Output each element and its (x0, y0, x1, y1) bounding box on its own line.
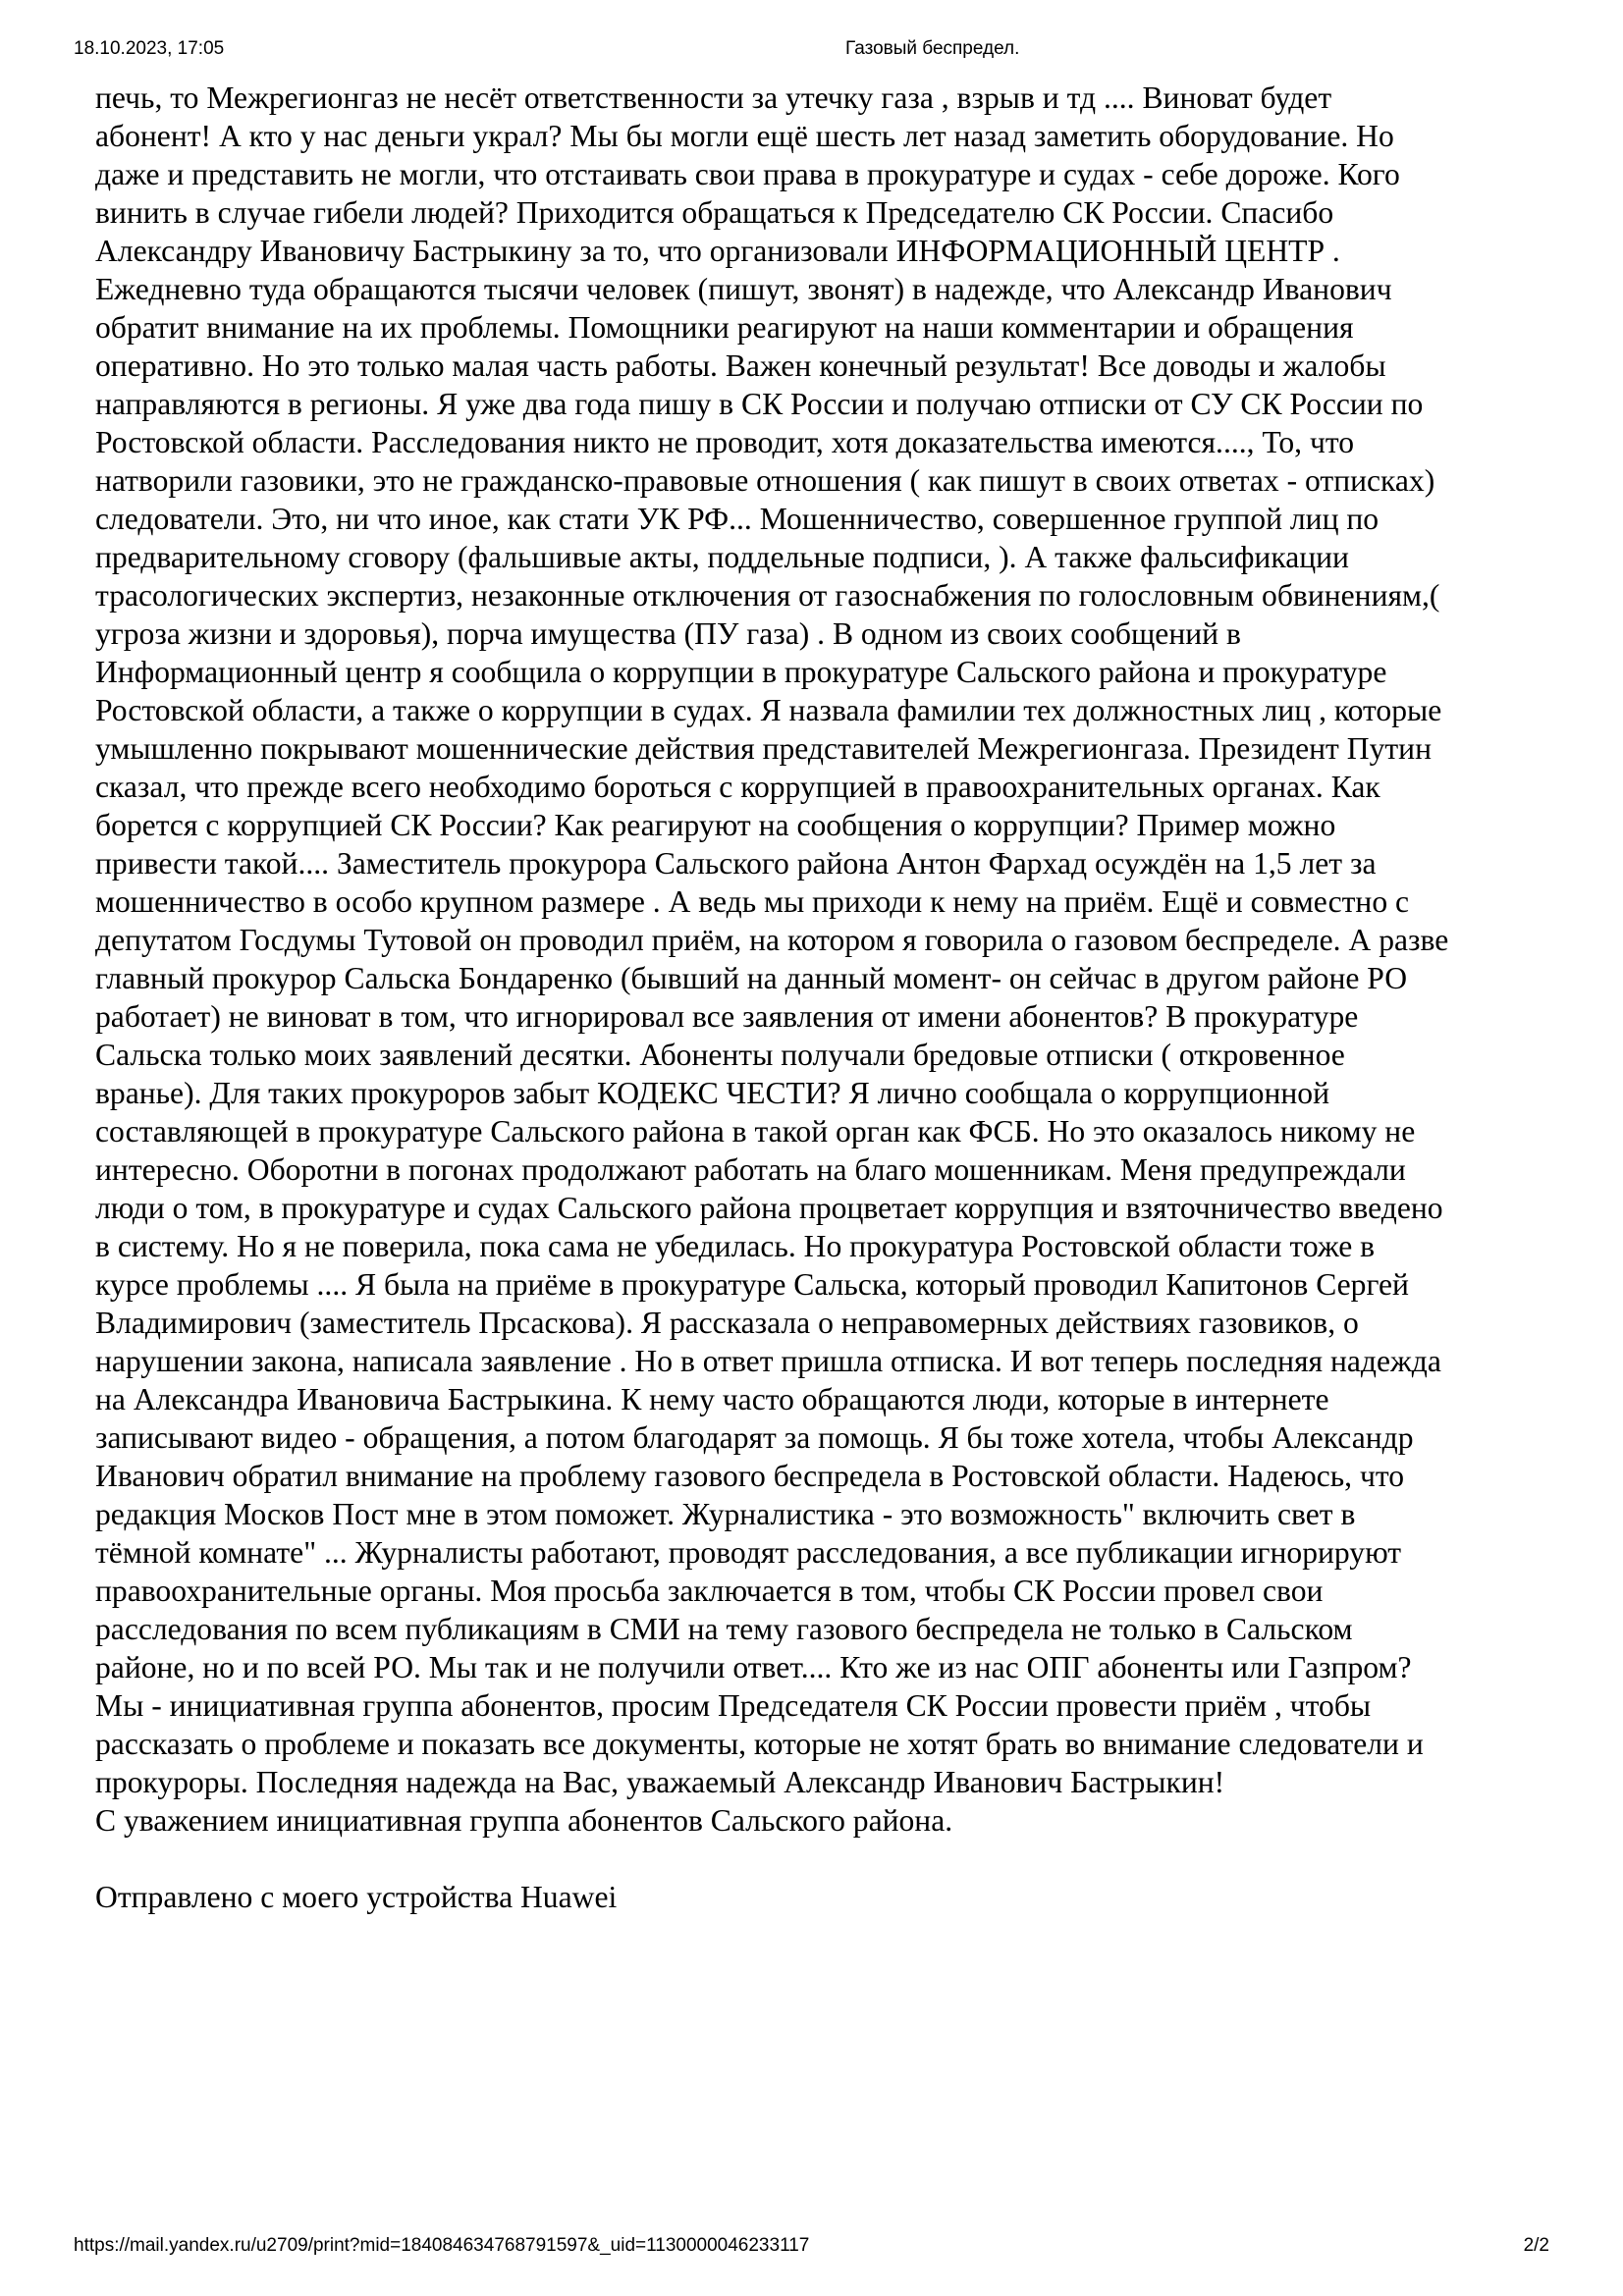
body-line: обратит внимание на их проблемы. Помощники реагируют на наши комментарии и обращения (95, 310, 1354, 345)
body-line: абонент! А кто у нас деньги украл? Мы бы могли ещё шесть лет назад заметить оборудование. Но (95, 119, 1394, 153)
body-line: интересно. Оборотни в погонах продолжают работать на благо мошенникам. Меня предупреждали (95, 1152, 1406, 1187)
body-line: Александру Ивановичу Бастрыкину за то, что организовали ИНФОРМАЦИОННЫЙ ЦЕНТР . (95, 234, 1340, 268)
print-footer (74, 2234, 1549, 2258)
body-line: составляющей в прокуратуре Сальского района в такой орган как ФСБ. Но это оказалось никому не (95, 1114, 1416, 1148)
body-line: Сальска только моих заявлений десятки. Абоненты получали бредовые отписки ( откровенное (95, 1038, 1345, 1072)
body-line: правоохранительные органы. Моя просьба заключается в том, чтобы СК России провел свои (95, 1574, 1324, 1608)
body-line: Мы - инициативная группа абонентов, просим Председателя СК России провести приём , чтобы (95, 1688, 1372, 1723)
body-line: расследования по всем публикациям в СМИ на тему газового беспредела не только в Сальском (95, 1612, 1353, 1646)
body-line: следователи. Это, ни что иное, как стати УК РФ... Мошенничество, совершенное группой лиц по (95, 502, 1380, 536)
body-line: Ежедневно туда обращаются тысячи человек (пишут, звонят) в надежде, что Александр Иванович (95, 272, 1392, 306)
body-line: рассказать о проблеме и показать все документы, которые не хотят брать во внимание следователи и (95, 1727, 1424, 1761)
print-header (74, 37, 1549, 61)
body-line: печь, то Межрегионгаз не несёт ответственности за утечку газа , взрыв и тд .... Виноват будет (95, 80, 1332, 115)
body-line: прокуроры. Последняя надежда на Вас, уважаемый Александр Иванович Бастрыкин! (95, 1765, 1225, 1799)
body-line: натворили газовики, это не гражданско-правовые отношения ( как пишут в своих ответах - отписках) (95, 463, 1435, 498)
print-url: https://mail.yandex.ru/u2709/print?mid=184084634768791597&_uid=1130000046233117 (74, 2235, 810, 2256)
body-line: угроза жизни и здоровья), порча имущества (ПУ газа) . В одном из своих сообщений в (95, 616, 1241, 651)
body-line: редакция Москов Пост мне в этом поможет. Журналистика - это возможность" включить свет в (95, 1497, 1356, 1531)
body-line: борется с коррупцией СК России? Как реагируют на сообщения о коррупции? Пример можно (95, 808, 1336, 842)
body-line: направляются в регионы. Я уже два года пишу в СК России и получаю отписки от СУ СК России по (95, 387, 1424, 421)
body-line: в систему. Но я не поверила, пока сама не убедилась. Но прокуратура Ростовской области тоже в (95, 1229, 1376, 1263)
blank-line (95, 1840, 1548, 1878)
body-line: на Александра Ивановича Бастрыкина. К нему часто обращаются люди, которые в интернете (95, 1382, 1329, 1416)
body-line: Ростовской области, а также о коррупции в судах. Я назвала фамилии тех должностных лиц , которые (95, 693, 1442, 727)
body-line: Информационный центр я сообщила о коррупции в прокуратуре Сальского района и прокуратуре (95, 655, 1387, 689)
body-line: сказал, что прежде всего необходимо бороться с коррупцией в правоохранительных органах. Как (95, 770, 1380, 804)
body-line: привести такой.... Заместитель прокурора Сальского района Антон Фархад осуждён на 1,5 лет за (95, 846, 1377, 881)
page-number: 2/2 (1523, 2235, 1549, 2256)
message-body (95, 79, 1548, 1916)
device-signature: Отправлено с моего устройства Huawei (95, 1880, 618, 1914)
body-line: курсе проблемы .... Я была на приёме в прокуратуре Сальска, который проводил Капитонов Сергей (95, 1267, 1409, 1302)
body-line: мошенничество в особо крупном размере . А ведь мы приходи к нему на приём. Ещё и совместно с (95, 884, 1410, 919)
body-line: главный прокурор Сальска Бондаренко (бывший на данный момент- он сейчас в другом районе РО (95, 961, 1408, 995)
body-line: оперативно. Но это только малая часть работы. Важен конечный результат! Все доводы и жалобы (95, 348, 1386, 383)
body-line: записывают видео - обращения, а потом благодарят за помощь. Я бы тоже хотела, чтобы Александр (95, 1420, 1414, 1455)
body-line: нарушении закона, написала заявление . Но в ответ пришла отписка. И вот теперь последняя надежда (95, 1344, 1441, 1378)
body-line: умышленно покрывают мошеннические действия представителей Межрегионгаза. Президент Путин (95, 731, 1432, 766)
body-line: Иванович обратил внимание на проблему газового беспредела в Ростовской области. Надеюсь, что (95, 1459, 1405, 1493)
print-title: Газовый беспредел. (845, 38, 1020, 59)
body-line: винить в случае гибели людей? Приходится обращаться к Председателю СК России. Спасибо (95, 195, 1334, 230)
body-line: работает) не виноват в том, что игнорировал все заявления от имени абонентов? В прокуратуре (95, 999, 1359, 1034)
body-line: Ростовской области. Расследования никто не проводит, хотя доказательства имеются...., То, что (95, 425, 1355, 459)
body-line: вранье). Для таких прокуроров забыт КОДЕКС ЧЕСТИ? Я лично сообщала о коррупционной (95, 1076, 1329, 1110)
body-line: тёмной комнате" ... Журналисты работают, проводят расследования, а все публикации игнорируют (95, 1535, 1402, 1570)
body-line: даже и представить не могли, что отстаивать свои права в прокуратуре и судах - себе дороже. Кого (95, 157, 1400, 191)
body-line: Владимирович (заместитель Прсаскова). Я рассказала о неправомерных действиях газовиков, о (95, 1306, 1359, 1340)
body-line: предварительному сговору (фальшивые акты, поддельные подписи, ). А также фальсификации (95, 540, 1349, 574)
body-line: люди о том, в прокуратуре и судах Сальского района процветает коррупция и взяточничество введено (95, 1191, 1443, 1225)
body-line: трасологических экспертиз, незаконные отключения от газоснабжения по голословным обвинениям,( (95, 578, 1440, 613)
body-line: районе, но и по всей РО. Мы так и не получили ответ.... Кто же из нас ОПГ абоненты или Газпром? (95, 1650, 1412, 1684)
print-datetime: 18.10.2023, 17:05 (74, 38, 225, 59)
body-line: депутатом Госдумы Тутовой он проводил приём, на котором я говорила о газовом беспределе. А разве (95, 923, 1449, 957)
closing-line: С уважением инициативная группа абонентов Сальского района. (95, 1803, 953, 1838)
